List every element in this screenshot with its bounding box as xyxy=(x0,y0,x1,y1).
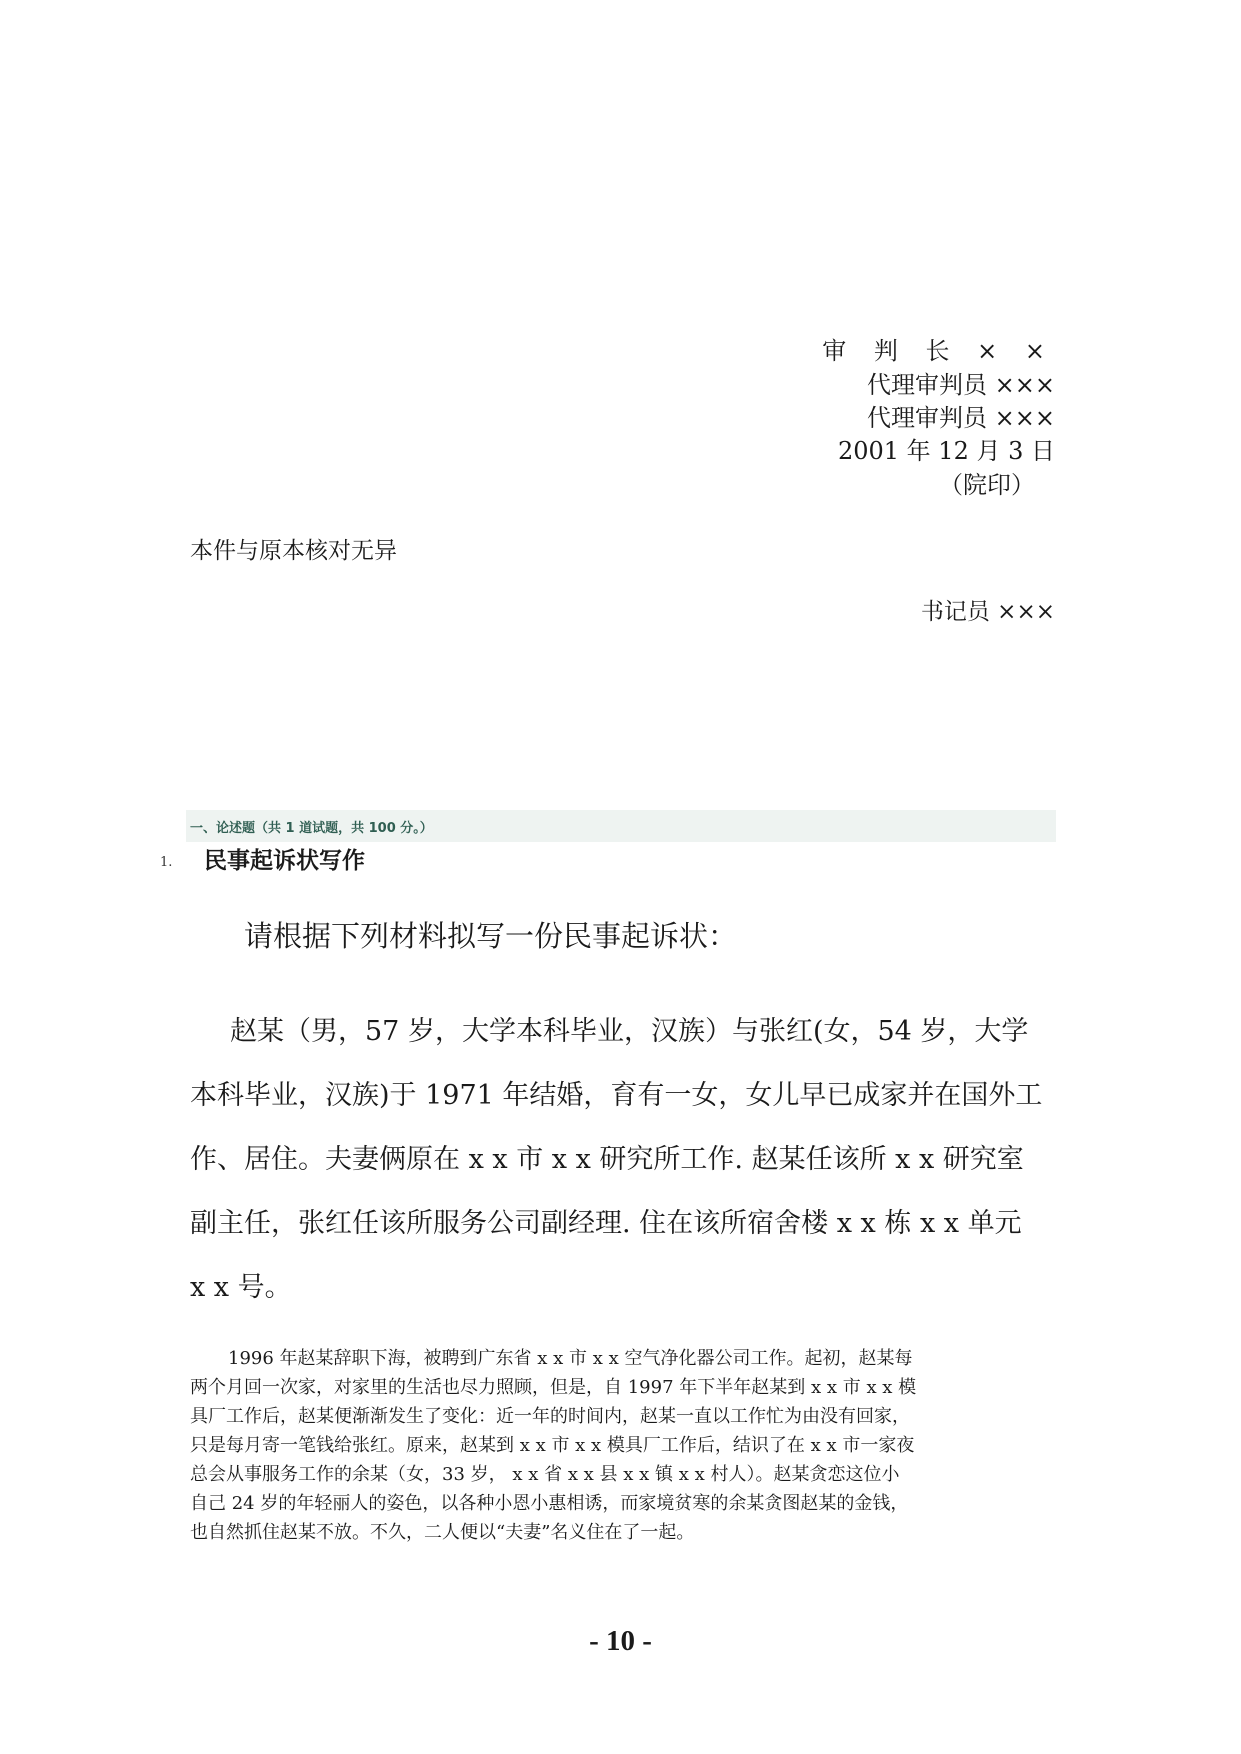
acting-judge-line-2: 代理审判员 ××× xyxy=(867,404,1055,432)
court-seal-note: （院印） xyxy=(939,471,1035,499)
page-number: - 10 - xyxy=(589,1625,652,1657)
clerk-line: 书记员 ××× xyxy=(920,599,1055,625)
paragraph-line: 也自然抓住赵某不放。不久，二人便以“夫妻”名义住在了一起。 xyxy=(190,1522,695,1543)
question-instruction: 请根据下列材料拟写一份民事起诉状： xyxy=(244,919,738,953)
judgment-date: 2001 年 12 月 3 日 xyxy=(837,437,1055,465)
verification-note: 本件与原本核对无异 xyxy=(190,538,397,564)
paragraph-line: 自己 24 岁的年轻丽人的姿色，以各种小恩小惠相诱，而家境贫寒的余某贪图赵某的金钱， xyxy=(190,1493,909,1514)
paragraph-line: 赵某（男，57 岁，大学本科毕业，汉族）与张红(女，54 岁，大学 xyxy=(230,1016,1029,1047)
paragraph-line: 只是每月寄一笔钱给张红。原来，赵某到 x x 市 x x 模具厂工作后，结识了在 x x 市一家夜 xyxy=(190,1435,915,1456)
paragraph-line: 作、居住。夫妻俩原在 x x 市 x x 研究所工作. 赵某任该所 x x 研究室 xyxy=(190,1144,1024,1175)
paragraph-line: x x 号。 xyxy=(190,1272,292,1303)
paragraph-line: 两个月回一次家，对家里的生活也尽力照顾，但是，自 1997 年下半年赵某到 x x 市 x x 模 xyxy=(190,1377,917,1398)
paragraph-line: 副主任，张红任该所服务公司副经理. 住在该所宿舍楼 x x 栋 x x 单元 xyxy=(190,1208,1022,1239)
paragraph-line: 1996 年赵某辞职下海，被聘到广东省 x x 市 x x 空气净化器公司工作。起初，赵某每 xyxy=(228,1348,913,1369)
question-title: 民事起诉状写作 xyxy=(204,848,365,874)
acting-judge-line-1: 代理审判员 ××× xyxy=(867,371,1055,399)
section-heading-band xyxy=(186,810,1056,842)
question-number: 1. xyxy=(160,855,173,870)
paragraph-line: 具厂工作后，赵某便渐渐发生了变化：近一年的时间内，赵某一直以工作忙为由没有回家， xyxy=(190,1406,910,1427)
presiding-judge-line: 审 判 长 × × xyxy=(822,337,1055,365)
paragraph-line: 总会从事服务工作的余某（女，33 岁， x x 省 x x 县 x x 镇 x x 村人）。赵某贪恋这位小 xyxy=(190,1464,900,1485)
paragraph-line: 本科毕业，汉族)于 1971 年结婚，育有一女，女儿早已成家并在国外工 xyxy=(190,1080,1043,1111)
section-heading: 一、论述题（共 1 道试题，共 100 分。） xyxy=(190,821,433,836)
